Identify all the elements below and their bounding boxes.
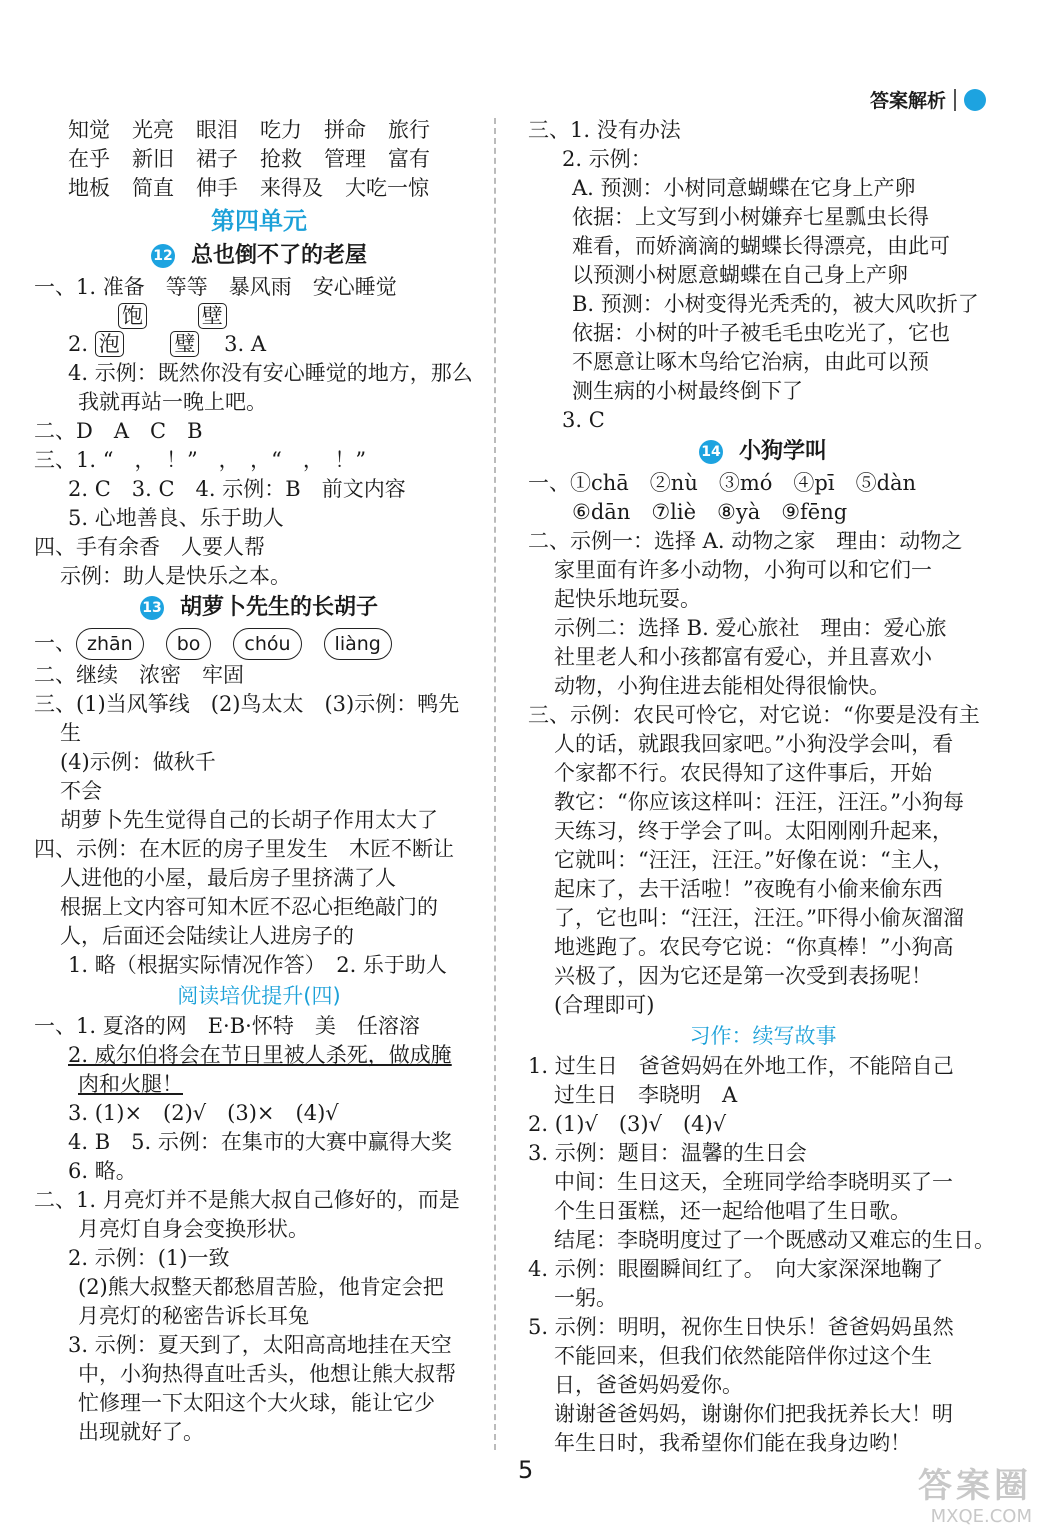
answer-line: 3. (1)× (2)√ (3)× (4)√ xyxy=(68,1101,339,1125)
answer-line: 了，它也叫：“汪汪，汪汪。”吓得小偷灰溜溜 xyxy=(554,906,964,930)
word: 裙子 xyxy=(196,147,238,171)
answer-line: (合理即可) xyxy=(554,993,655,1017)
word: 简直 xyxy=(132,176,174,200)
answer-line: 结尾：李晓明度过了一个既感动又难忘的生日。 xyxy=(554,1228,995,1252)
answer-line: A. 预测：小树同意蝴蝶在它身上产卵 xyxy=(572,176,916,200)
char-box: 壁 xyxy=(198,303,227,329)
answer-line: 依据：上文写到小树嫌弃七星瓢虫长得 xyxy=(572,205,929,229)
pinyin-row xyxy=(34,625,484,661)
word: 伸手 xyxy=(196,176,238,200)
answer-line: 5. 示例：明明，祝你生日快乐！爸爸妈妈虽然 xyxy=(528,1315,954,1339)
answer-line: 4. 示例：既然你没有安心睡觉的地方，那么 xyxy=(68,361,473,385)
header-divider xyxy=(954,89,956,111)
answer-line: 胡萝卜先生觉得自己的长胡子作用太大了 xyxy=(60,808,438,832)
pinyin-pill: zhān xyxy=(76,628,144,660)
answer-line: 个家都不行。农民得知了这件事后，开始 xyxy=(554,761,932,785)
answer-line: 一、1. 夏洛的网 E·B·怀特 美 任溶溶 xyxy=(34,1014,420,1038)
answer-line: 起床了，去干活啦！”夜晚有小偷来偷东西 xyxy=(554,877,943,901)
answer-line: 日，爸爸妈妈爱你。 xyxy=(554,1373,743,1397)
lesson-title-text: 总也倒不了的老屋 xyxy=(190,243,367,268)
answer-line: 它就叫：“汪汪，汪汪。”好像在说：“主人， xyxy=(554,848,954,872)
word: 在乎 xyxy=(68,147,110,171)
word-row xyxy=(34,174,484,203)
answer-line: 家里面有许多小动物，小狗可以和它们一 xyxy=(554,558,932,582)
answer-line: 3. C xyxy=(562,408,605,432)
answer-line: 测生病的小树最终倒下了 xyxy=(572,379,803,403)
answer-line: 二、D A C B xyxy=(34,419,203,443)
answer-line: 肉和火腿！ xyxy=(78,1072,183,1096)
box-answer-row xyxy=(34,330,484,359)
answer-line: 月亮灯自身会变换形状。 xyxy=(78,1217,309,1241)
answer-line: 依据：小树的叶子被毛毛虫吃光了，它也 xyxy=(572,321,950,345)
word-row xyxy=(34,145,484,174)
header-logo-icon xyxy=(964,89,986,111)
answer-line: 生 xyxy=(60,721,81,745)
answer-line: 2. 示例：(1)一致 xyxy=(68,1246,230,1270)
watermark-logo-text: 答案圈 xyxy=(918,1466,1032,1506)
page-header xyxy=(870,86,986,113)
answer-line: 中间：生日这天，全班同学给李晓明买了一 xyxy=(554,1170,953,1194)
answer-line: 一、1. 准备 等等 暴风雨 安心睡觉 xyxy=(34,275,397,299)
answer-line: 2. 威尔伯将会在节日里被人杀死，做成腌 xyxy=(68,1043,452,1067)
answer-line: ⑥dān ⑦liè ⑧yà ⑨fēng xyxy=(572,500,848,524)
answer-line: 3. 示例：题目：温馨的生日会 xyxy=(528,1141,807,1165)
answer-line: 过生日 李晓明 A xyxy=(554,1083,738,1107)
pinyin-pill: liàng xyxy=(324,628,392,660)
word: 新旧 xyxy=(132,147,174,171)
answer-line: 个生日蛋糕，还一起给他唱了生日歌。 xyxy=(554,1199,911,1223)
answer-line: 示例：助人是快乐之本。 xyxy=(60,564,291,588)
answer-line: 三、1. 没有办法 xyxy=(528,118,681,142)
left-column xyxy=(34,116,484,1447)
answer-line: 地逃跑了。农民夸它说：“你真棒！”小狗高 xyxy=(554,935,954,959)
answer-line: 三、(1)当风筝线 (2)鸟太太 (3)示例：鸭先 xyxy=(34,692,460,716)
answer-line: 2. C 3. C 4. 示例：B 前文内容 xyxy=(68,477,406,501)
answer-line: 4. B 5. 示例：在集市的大赛中赢得大奖 xyxy=(68,1130,452,1154)
section-title-writing: 习作：续写故事 xyxy=(689,1024,837,1048)
question-label: 2. xyxy=(68,332,89,356)
answer-line: 四、手有余香 人要人帮 xyxy=(34,535,265,559)
answer-line: 一、①chā ②nù ③mó ④pī ⑤dàn xyxy=(528,471,917,495)
answer-line: 1. 略（根据实际情况作答） 2. 乐于助人 xyxy=(68,953,447,977)
page-number: 5 xyxy=(518,1456,534,1484)
answer-line: 不会 xyxy=(60,779,102,803)
word: 眼泪 xyxy=(196,118,238,142)
word: 管理 xyxy=(324,147,366,171)
answer-line: 以预测小树愿意蝴蝶在自己身上产卵 xyxy=(572,263,908,287)
word: 吃力 xyxy=(260,118,302,142)
answer-line: 4. 示例：眼圈瞬间红了。 向大家深深地鞠了 xyxy=(528,1257,944,1281)
word: 旅行 xyxy=(388,118,430,142)
answer-text: 3. A xyxy=(224,332,266,356)
answer-line: 不能回来，但我们依然能陪伴你过这个生 xyxy=(554,1344,932,1368)
lesson-title-text: 小狗学叫 xyxy=(738,439,827,464)
answer-line: 一躬。 xyxy=(554,1286,617,1310)
answer-line: 示例二：选择 B. 爱心旅社 理由：爱心旅 xyxy=(554,616,947,640)
question-label: 一、 xyxy=(34,631,76,655)
header-title: 答案解析 xyxy=(869,90,946,112)
lesson-title-text: 胡萝卜先生的长胡子 xyxy=(179,595,378,620)
column-divider xyxy=(494,118,496,1450)
watermark-url: MXQE.COM xyxy=(930,1506,1032,1527)
char-box: 璧 xyxy=(170,331,199,357)
answer-line: 2. 示例： xyxy=(562,147,652,171)
word: 地板 xyxy=(68,176,110,200)
pinyin-pill: chóu xyxy=(233,628,301,660)
lesson-number-badge: 12 xyxy=(151,244,175,268)
answer-line: (2)熊大叔整天都愁眉苦脸，他肯定会把 xyxy=(78,1275,444,1299)
answer-line: 二、示例一：选择 A. 动物之家 理由：动物之 xyxy=(528,529,963,553)
char-box: 饱 xyxy=(118,303,147,329)
unit-title: 第四单元 xyxy=(211,207,307,235)
word: 大吃一惊 xyxy=(345,176,429,200)
answer-line: 难看，而娇滴滴的蝴蝶长得漂亮，由此可 xyxy=(572,234,950,258)
box-answer-row xyxy=(34,302,484,330)
answer-line: 兴极了，因为它还是第一次受到表扬呢！ xyxy=(554,964,932,988)
word: 拼命 xyxy=(324,118,366,142)
answer-line: (4)示例：做秋千 xyxy=(60,750,216,774)
pinyin-pill: bo xyxy=(166,628,212,660)
answer-line: 天练习，终于学会了叫。太阳刚刚升起来， xyxy=(554,819,953,843)
right-column xyxy=(528,116,998,1458)
answer-line: 我就再站一晚上吧。 xyxy=(78,390,267,414)
answer-line: 月亮灯的秘密告诉长耳兔 xyxy=(78,1304,309,1328)
answer-line: 二、1. 月亮灯并不是熊大叔自己修好的，而是 xyxy=(34,1188,460,1212)
answer-line: 根据上文内容可知木匠不忍心拒绝敲门的 xyxy=(60,895,438,919)
answer-line: 年生日时，我希望你们能在我身边哟！ xyxy=(554,1431,911,1455)
answer-line: 3. 示例：夏天到了，太阳高高地挂在天空 xyxy=(68,1333,452,1357)
answer-line: 不愿意让啄木鸟给它治病，由此可以预 xyxy=(572,350,929,374)
answer-line: 三、示例：农民可怜它，对它说：“你要是没有主 xyxy=(528,703,980,727)
answer-line: 教它：“你应该这样叫：汪汪，汪汪。”小狗每 xyxy=(554,790,964,814)
lesson-number-badge: 13 xyxy=(140,596,164,620)
answer-line: 出现就好了。 xyxy=(78,1420,204,1444)
answer-line: B. 预测：小树变得光秃秃的，被大风吹折了 xyxy=(572,292,979,316)
answer-line: 1. 过生日 爸爸妈妈在外地工作，不能陪自己 xyxy=(528,1054,954,1078)
answer-line: 中，小狗热得直吐舌头，他想让熊大叔帮 xyxy=(78,1362,456,1386)
answer-line: 人进他的小屋，最后房子里挤满了人 xyxy=(60,866,396,890)
answer-line: 动物，小狗住进去能相处得很愉快。 xyxy=(554,674,890,698)
lesson-12-title xyxy=(34,239,484,273)
word: 光亮 xyxy=(132,118,174,142)
answer-line: 四、示例：在木匠的房子里发生 木匠不断让 xyxy=(34,837,454,861)
answer-line: 起快乐地玩耍。 xyxy=(554,587,701,611)
word: 抢救 xyxy=(260,147,302,171)
answer-line: 谢谢爸爸妈妈，谢谢你们把我抚养长大！明 xyxy=(554,1402,953,1426)
answer-line: 社里老人和小孩都富有爱心，并且喜欢小 xyxy=(554,645,932,669)
answer-line: 5. 心地善良、乐于助人 xyxy=(68,506,284,530)
section-title-reading: 阅读培优提升(四) xyxy=(177,984,341,1008)
lesson-number-badge: 14 xyxy=(699,440,723,464)
watermark xyxy=(918,1466,1032,1528)
answer-line: 二、继续 浓密 牢固 xyxy=(34,663,244,687)
answer-line: 2. (1)√ (3)√ (4)√ xyxy=(528,1112,727,1136)
answer-line: 三、1. “ ， ！” ， ，“ ， ！” xyxy=(34,448,367,472)
word-row xyxy=(34,116,484,145)
answer-line: 人的话，就跟我回家吧。”小狗没学会叫，看 xyxy=(554,732,954,756)
answer-line: 忙修理一下太阳这个大火球，能让它少 xyxy=(78,1391,435,1415)
lesson-13-title xyxy=(34,591,484,625)
word: 富有 xyxy=(388,147,430,171)
lesson-14-title xyxy=(528,435,998,469)
word: 来得及 xyxy=(260,176,323,200)
word: 知觉 xyxy=(68,118,110,142)
answer-line: 6. 略。 xyxy=(68,1159,137,1183)
char-box: 泡 xyxy=(95,331,124,357)
answer-line: 人，后面还会陆续让人进房子的 xyxy=(60,924,354,948)
